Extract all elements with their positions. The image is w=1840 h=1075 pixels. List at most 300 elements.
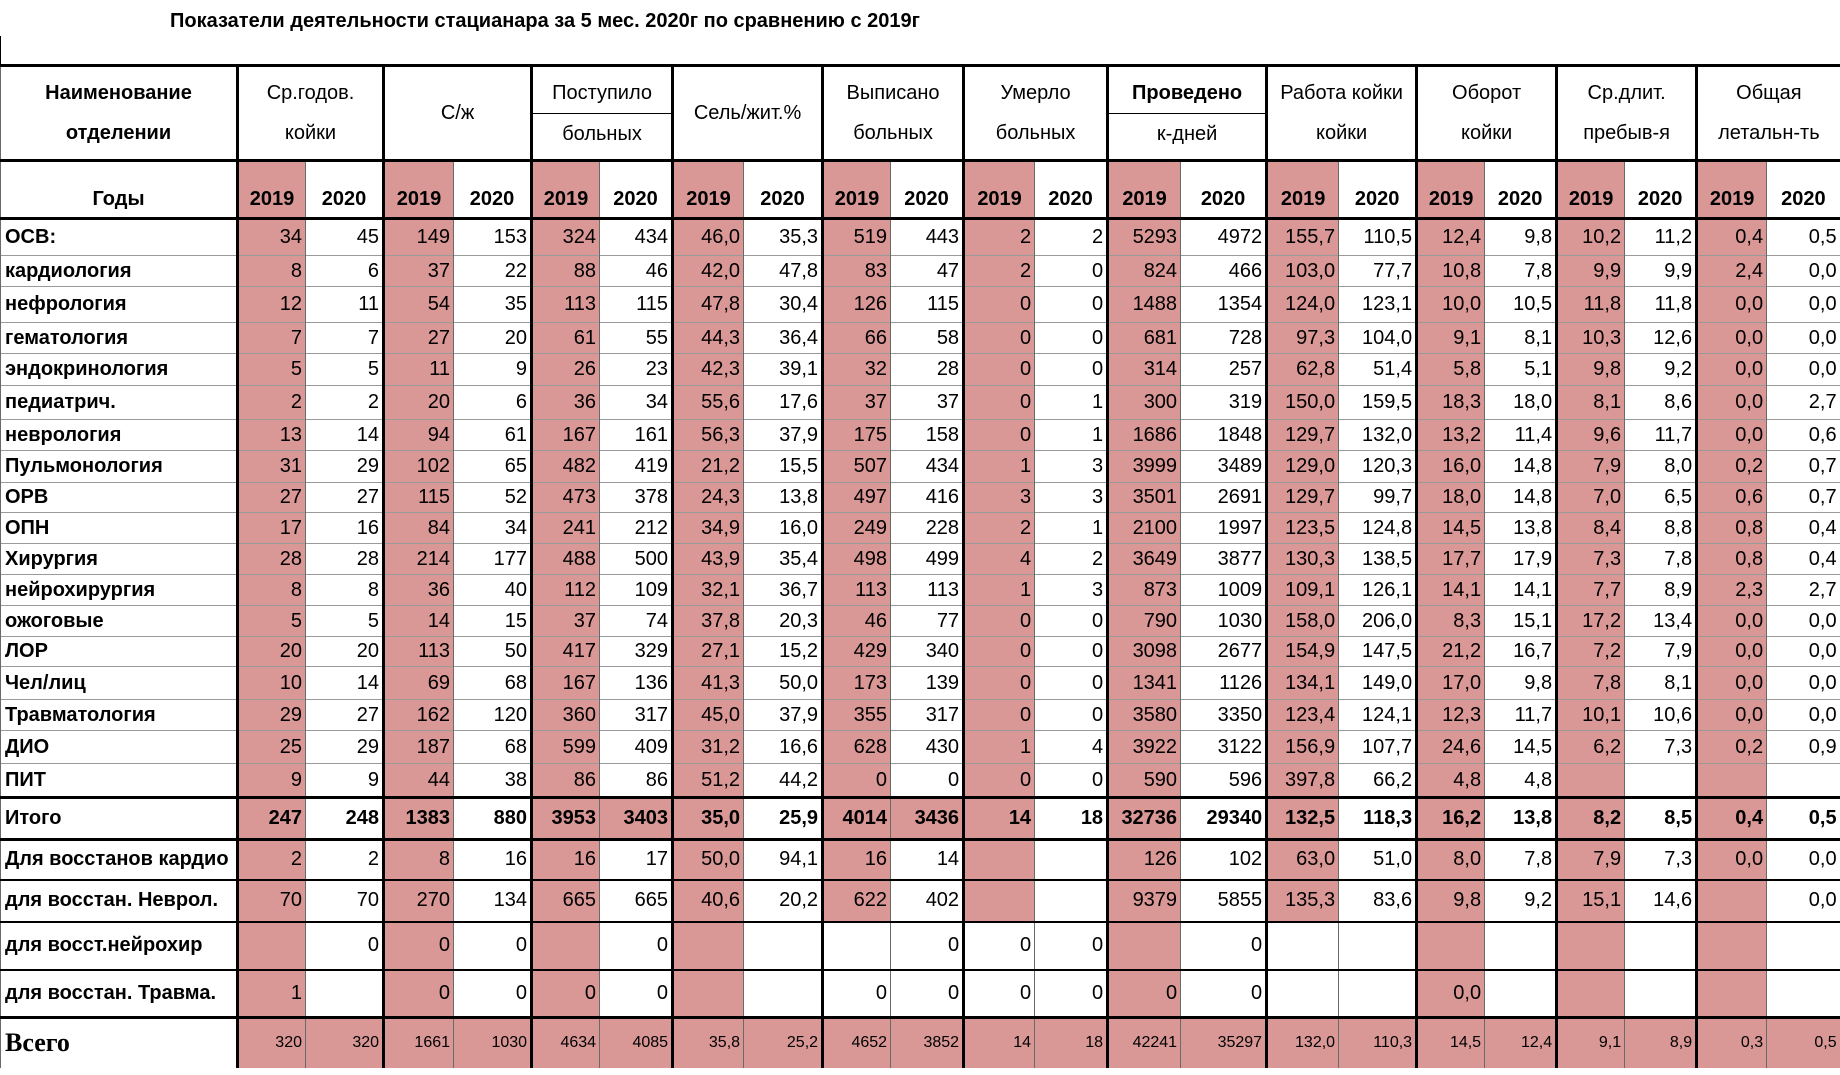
table-row — [1, 700, 1840, 731]
cell-value: 0,8 — [1697, 544, 1767, 575]
row-name: ДИО — [1, 731, 238, 764]
cell-value: 13 — [238, 420, 306, 451]
cell-value: 16 — [823, 840, 891, 880]
cell-value — [1697, 922, 1767, 970]
cell-value: 482 — [532, 451, 600, 483]
cell-value: 55,6 — [673, 386, 744, 420]
cell-value: 187 — [384, 731, 454, 764]
cell-value: 102 — [1181, 840, 1267, 880]
cell-value: 0,0 — [1697, 386, 1767, 420]
row-name: педиатрич. — [1, 386, 238, 420]
row-name: ОСВ: — [1, 219, 238, 256]
cell-value: 20 — [384, 386, 454, 420]
cell-value: 0,4 — [1697, 798, 1767, 840]
header-year-2020: 2020 — [1767, 161, 1840, 219]
cell-value: 162 — [384, 700, 454, 731]
cell-value: 24,3 — [673, 483, 744, 513]
header-group-7 — [1267, 66, 1417, 161]
cell-value: 681 — [1108, 323, 1181, 354]
header-name-col — [1, 66, 238, 161]
cell-value: 31,2 — [673, 731, 744, 764]
cell-value: 3501 — [1108, 483, 1181, 513]
cell-value: 3403 — [600, 798, 673, 840]
cell-value: 0 — [454, 970, 532, 1018]
cell-value: 15,1 — [1557, 880, 1625, 922]
cell-value — [1767, 922, 1840, 970]
cell-value: 35 — [454, 287, 532, 323]
cell-value: 10,3 — [1557, 323, 1625, 354]
cell-value: 378 — [600, 483, 673, 513]
header-group-label: С/ж — [440, 102, 475, 124]
cell-value: 8 — [238, 256, 306, 287]
cell-value: 5 — [306, 606, 384, 637]
cell-value: 1354 — [1181, 287, 1267, 323]
cell-value: 28 — [238, 544, 306, 575]
cell-value: 132,5 — [1267, 798, 1339, 840]
header-year-2020: 2020 — [1485, 161, 1557, 219]
cell-value: 120,3 — [1339, 451, 1417, 483]
cell-value: 0,0 — [1767, 354, 1840, 386]
cell-value: 17,6 — [744, 386, 823, 420]
cell-value: 0 — [1035, 287, 1108, 323]
cell-value: 14,5 — [1417, 1018, 1485, 1068]
cell-value: 466 — [1181, 256, 1267, 287]
cell-value: 1383 — [384, 798, 454, 840]
cell-value: 11 — [384, 354, 454, 386]
cell-value: 138,5 — [1339, 544, 1417, 575]
cell-value: 28 — [306, 544, 384, 575]
header-group-6 — [1108, 66, 1267, 161]
cell-value: 9,9 — [1557, 256, 1625, 287]
row-name: гематология — [1, 323, 238, 354]
cell-value: 7,9 — [1625, 637, 1697, 667]
row-name: Для восстанов кардио — [1, 840, 238, 880]
cell-value: 0 — [964, 970, 1035, 1018]
cell-value: 158,0 — [1267, 606, 1339, 637]
cell-value: 173 — [823, 667, 891, 700]
cell-value: 124,0 — [1267, 287, 1339, 323]
cell-value: 4652 — [823, 1018, 891, 1068]
row-name: для восстан. Травма. — [1, 970, 238, 1018]
cell-value: 29 — [238, 700, 306, 731]
cell-value — [744, 922, 823, 970]
header-year-2020: 2020 — [600, 161, 673, 219]
cell-value: 1661 — [384, 1018, 454, 1068]
cell-value: 69 — [384, 667, 454, 700]
cell-value: 498 — [823, 544, 891, 575]
cell-value: 9,8 — [1417, 880, 1485, 922]
cell-value: 41,3 — [673, 667, 744, 700]
cell-value: 11,7 — [1485, 700, 1557, 731]
cell-value — [1767, 764, 1840, 798]
cell-value: 63,0 — [1267, 840, 1339, 880]
cell-value: 15 — [454, 606, 532, 637]
cell-value: 0 — [964, 323, 1035, 354]
cell-value: 0 — [1108, 970, 1181, 1018]
cell-value: 1030 — [1181, 606, 1267, 637]
cell-value — [1108, 922, 1181, 970]
cell-value: 113 — [823, 575, 891, 606]
cell-value: 0,5 — [1767, 219, 1840, 256]
header-name-line2: отделении — [65, 122, 172, 144]
cell-value: 622 — [823, 880, 891, 922]
cell-value — [1557, 764, 1625, 798]
cell-value: 4 — [1035, 731, 1108, 764]
cell-value: 247 — [238, 798, 306, 840]
cell-value: 507 — [823, 451, 891, 483]
cell-value: 360 — [532, 700, 600, 731]
cell-value: 2 — [964, 219, 1035, 256]
cell-value: 65 — [454, 451, 532, 483]
cell-value: 17,2 — [1557, 606, 1625, 637]
left-border-line — [0, 36, 1, 66]
cell-value: 147,5 — [1339, 637, 1417, 667]
cell-value: 149 — [384, 219, 454, 256]
cell-value: 10,6 — [1625, 700, 1697, 731]
cell-value: 665 — [532, 880, 600, 922]
cell-value: 416 — [891, 483, 964, 513]
cell-value: 270 — [384, 880, 454, 922]
cell-value: 88 — [532, 256, 600, 287]
cell-value: 123,4 — [1267, 700, 1339, 731]
cell-value: 9 — [454, 354, 532, 386]
cell-value: 11,2 — [1625, 219, 1697, 256]
cell-value: 16 — [306, 513, 384, 544]
cell-value: 13,8 — [1485, 513, 1557, 544]
cell-value: 35,3 — [744, 219, 823, 256]
header-group-sublabel: пребыв-я — [1583, 122, 1670, 144]
table-row — [1, 840, 1840, 880]
header-group-sublabel: больных — [853, 122, 933, 144]
cell-value: 12,6 — [1625, 323, 1697, 354]
cell-value: 5,1 — [1485, 354, 1557, 386]
cell-value: 136 — [600, 667, 673, 700]
cell-value: 61 — [454, 420, 532, 451]
cell-value: 8,6 — [1625, 386, 1697, 420]
cell-value: 31 — [238, 451, 306, 483]
cell-value: 32736 — [1108, 798, 1181, 840]
header-group-1 — [384, 66, 532, 161]
cell-value: 3 — [1035, 575, 1108, 606]
cell-value: 241 — [532, 513, 600, 544]
header-group-sublabel: койки — [1315, 122, 1368, 144]
header-group-4 — [823, 66, 964, 161]
cell-value: 36,7 — [744, 575, 823, 606]
cell-value: 3580 — [1108, 700, 1181, 731]
cell-value: 0 — [600, 922, 673, 970]
cell-value: 3122 — [1181, 731, 1267, 764]
cell-value: 18 — [1035, 798, 1108, 840]
cell-value: 66,2 — [1339, 764, 1417, 798]
cell-value: 7,9 — [1557, 451, 1625, 483]
table-row — [1, 667, 1840, 700]
cell-value — [1035, 880, 1108, 922]
row-name: эндокринология — [1, 354, 238, 386]
cell-value: 2,3 — [1697, 575, 1767, 606]
cell-value: 20 — [454, 323, 532, 354]
cell-value: 0,4 — [1767, 513, 1840, 544]
cell-value: 3649 — [1108, 544, 1181, 575]
cell-value: 8 — [238, 575, 306, 606]
cell-value: 1 — [238, 970, 306, 1018]
header-group-sublabel: к-дней — [1109, 113, 1265, 154]
cell-value: 130,3 — [1267, 544, 1339, 575]
cell-value: 317 — [891, 700, 964, 731]
cell-value: 32 — [823, 354, 891, 386]
cell-value: 77 — [891, 606, 964, 637]
cell-value: 0 — [384, 922, 454, 970]
table-row — [1, 323, 1840, 354]
cell-value: 126,1 — [1339, 575, 1417, 606]
cell-value: 1030 — [454, 1018, 532, 1068]
cell-value: 206,0 — [1339, 606, 1417, 637]
cell-value: 0,0 — [1697, 700, 1767, 731]
cell-value: 97,3 — [1267, 323, 1339, 354]
cell-value: 102 — [384, 451, 454, 483]
cell-value: 355 — [823, 700, 891, 731]
cell-value: 6 — [306, 256, 384, 287]
cell-value: 9,8 — [1485, 667, 1557, 700]
table-row — [1, 970, 1840, 1018]
cell-value: 1997 — [1181, 513, 1267, 544]
cell-value: 1 — [964, 575, 1035, 606]
cell-value: 8,1 — [1625, 667, 1697, 700]
cell-value: 135,3 — [1267, 880, 1339, 922]
cell-value: 35297 — [1181, 1018, 1267, 1068]
cell-value: 3852 — [891, 1018, 964, 1068]
cell-value: 1 — [1035, 386, 1108, 420]
cell-value: 132,0 — [1267, 1018, 1339, 1068]
cell-value: 4,8 — [1485, 764, 1557, 798]
cell-value: 129,7 — [1267, 420, 1339, 451]
cell-value: 0,9 — [1767, 731, 1840, 764]
cell-value: 37,8 — [673, 606, 744, 637]
cell-value: 9,9 — [1625, 256, 1697, 287]
cell-value: 2 — [306, 386, 384, 420]
cell-value: 109 — [600, 575, 673, 606]
cell-value: 25 — [238, 731, 306, 764]
header-year-2019: 2019 — [964, 161, 1035, 219]
cell-value: 0 — [454, 922, 532, 970]
cell-value: 29340 — [1181, 798, 1267, 840]
cell-value: 300 — [1108, 386, 1181, 420]
cell-value: 5855 — [1181, 880, 1267, 922]
row-name: ожоговые — [1, 606, 238, 637]
cell-value — [673, 970, 744, 1018]
cell-value: 20 — [306, 637, 384, 667]
cell-value: 0 — [1035, 700, 1108, 731]
cell-value — [964, 840, 1035, 880]
cell-value: 2677 — [1181, 637, 1267, 667]
cell-value: 9,6 — [1557, 420, 1625, 451]
cell-value: 22 — [454, 256, 532, 287]
cell-value: 25,9 — [744, 798, 823, 840]
header-group-label: Ср.годов. — [266, 82, 355, 104]
cell-value: 0,4 — [1767, 544, 1840, 575]
cell-value: 497 — [823, 483, 891, 513]
header-group-sublabel: койки — [284, 122, 337, 144]
cell-value: 7,0 — [1557, 483, 1625, 513]
table-row — [1, 420, 1840, 451]
cell-value: 29 — [306, 451, 384, 483]
header-group-label: Выписано — [846, 82, 940, 104]
header-year-2020: 2020 — [306, 161, 384, 219]
cell-value: 86 — [600, 764, 673, 798]
cell-value: 249 — [823, 513, 891, 544]
cell-value: 84 — [384, 513, 454, 544]
cell-value: 124,8 — [1339, 513, 1417, 544]
cell-value: 10,1 — [1557, 700, 1625, 731]
cell-value: 3922 — [1108, 731, 1181, 764]
cell-value: 42,0 — [673, 256, 744, 287]
cell-value: 113 — [384, 637, 454, 667]
header-group-label: Проведено — [1132, 81, 1243, 104]
cell-value: 0 — [1035, 970, 1108, 1018]
cell-value: 30,4 — [744, 287, 823, 323]
cell-value: 83 — [823, 256, 891, 287]
cell-value: 596 — [1181, 764, 1267, 798]
cell-value: 11,8 — [1625, 287, 1697, 323]
cell-value: 0 — [1035, 637, 1108, 667]
cell-value: 104,0 — [1339, 323, 1417, 354]
cell-value: 1341 — [1108, 667, 1181, 700]
header-group-label: Умерло — [1000, 82, 1071, 104]
cell-value: 8,9 — [1625, 575, 1697, 606]
cell-value — [1485, 970, 1557, 1018]
cell-value: 10,5 — [1485, 287, 1557, 323]
cell-value: 29 — [306, 731, 384, 764]
cell-value — [532, 922, 600, 970]
table-row — [1, 1018, 1840, 1068]
cell-value: 16,0 — [744, 513, 823, 544]
cell-value: 150,0 — [1267, 386, 1339, 420]
header-year-2020: 2020 — [454, 161, 532, 219]
cell-value: 3436 — [891, 798, 964, 840]
cell-value: 320 — [306, 1018, 384, 1068]
cell-value: 155,7 — [1267, 219, 1339, 256]
cell-value: 9,1 — [1557, 1018, 1625, 1068]
cell-value: 3098 — [1108, 637, 1181, 667]
cell-value: 66 — [823, 323, 891, 354]
cell-value: 14,5 — [1485, 731, 1557, 764]
row-name: Пульмонология — [1, 451, 238, 483]
cell-value: 110,5 — [1339, 219, 1417, 256]
row-name: ОРВ — [1, 483, 238, 513]
header-group-sublabel: больных — [995, 122, 1076, 144]
cell-value: 430 — [891, 731, 964, 764]
cell-value: 36 — [532, 386, 600, 420]
cell-value: 0 — [600, 970, 673, 1018]
cell-value: 149,0 — [1339, 667, 1417, 700]
cell-value: 324 — [532, 219, 600, 256]
cell-value: 14 — [964, 1018, 1035, 1068]
cell-value: 14 — [891, 840, 964, 880]
header-group-10 — [1697, 66, 1840, 161]
row-name: ЛОР — [1, 637, 238, 667]
header-year-2019: 2019 — [238, 161, 306, 219]
cell-value: 3 — [964, 483, 1035, 513]
cell-value: 58 — [891, 323, 964, 354]
cell-value: 7,8 — [1485, 256, 1557, 287]
cell-value — [1485, 922, 1557, 970]
cell-value: 0,0 — [1767, 637, 1840, 667]
cell-value: 0,8 — [1697, 513, 1767, 544]
cell-value: 27 — [384, 323, 454, 354]
header-group-label: Ср.длит. — [1587, 82, 1666, 104]
cell-value: 77,7 — [1339, 256, 1417, 287]
cell-value: 14 — [964, 798, 1035, 840]
cell-value: 0 — [964, 667, 1035, 700]
cell-value: 14,1 — [1485, 575, 1557, 606]
cell-value: 7,8 — [1625, 544, 1697, 575]
cell-value — [1035, 840, 1108, 880]
cell-value: 2 — [1035, 544, 1108, 575]
cell-value: 0,0 — [1767, 667, 1840, 700]
cell-value: 0 — [964, 637, 1035, 667]
cell-value: 35,4 — [744, 544, 823, 575]
cell-value: 109,1 — [1267, 575, 1339, 606]
cell-value: 1009 — [1181, 575, 1267, 606]
cell-value: 139 — [891, 667, 964, 700]
cell-value — [1697, 970, 1767, 1018]
cell-value: 8,1 — [1557, 386, 1625, 420]
cell-value: 2 — [964, 256, 1035, 287]
cell-value: 7,8 — [1557, 667, 1625, 700]
cell-value: 5 — [238, 606, 306, 637]
cell-value: 37,9 — [744, 420, 823, 451]
cell-value: 419 — [600, 451, 673, 483]
row-name: ПИТ — [1, 764, 238, 798]
header-group-label: Поступило — [552, 81, 652, 104]
cell-value: 16 — [532, 840, 600, 880]
cell-value: 51,4 — [1339, 354, 1417, 386]
cell-value: 9 — [238, 764, 306, 798]
cell-value: 397,8 — [1267, 764, 1339, 798]
header-group-label: Сель/жит.% — [693, 102, 802, 124]
cell-value: 2 — [1035, 219, 1108, 256]
cell-value: 0 — [1181, 922, 1267, 970]
cell-value: 0,0 — [1697, 323, 1767, 354]
cell-value: 499 — [891, 544, 964, 575]
cell-value: 7,3 — [1625, 731, 1697, 764]
cell-value: 0 — [964, 386, 1035, 420]
cell-value: 6,2 — [1557, 731, 1625, 764]
cell-value: 134 — [454, 880, 532, 922]
row-name: Всего — [1, 1018, 238, 1068]
cell-value: 2 — [306, 840, 384, 880]
cell-value: 20,2 — [744, 880, 823, 922]
cell-value: 0,0 — [1697, 637, 1767, 667]
cell-value: 51,2 — [673, 764, 744, 798]
cell-value: 18 — [1035, 1018, 1108, 1068]
stats-table — [0, 64, 1840, 1068]
cell-value: 123,1 — [1339, 287, 1417, 323]
cell-value: 167 — [532, 420, 600, 451]
table-row — [1, 513, 1840, 544]
cell-value: 34 — [600, 386, 673, 420]
cell-value: 112 — [532, 575, 600, 606]
cell-value: 8 — [384, 840, 454, 880]
table-row — [1, 606, 1840, 637]
cell-value: 7,7 — [1557, 575, 1625, 606]
cell-value: 0 — [891, 970, 964, 1018]
cell-value: 4634 — [532, 1018, 600, 1068]
cell-value: 167 — [532, 667, 600, 700]
cell-value: 11,8 — [1557, 287, 1625, 323]
cell-value: 14,8 — [1485, 451, 1557, 483]
cell-value: 728 — [1181, 323, 1267, 354]
cell-value: 0 — [964, 764, 1035, 798]
